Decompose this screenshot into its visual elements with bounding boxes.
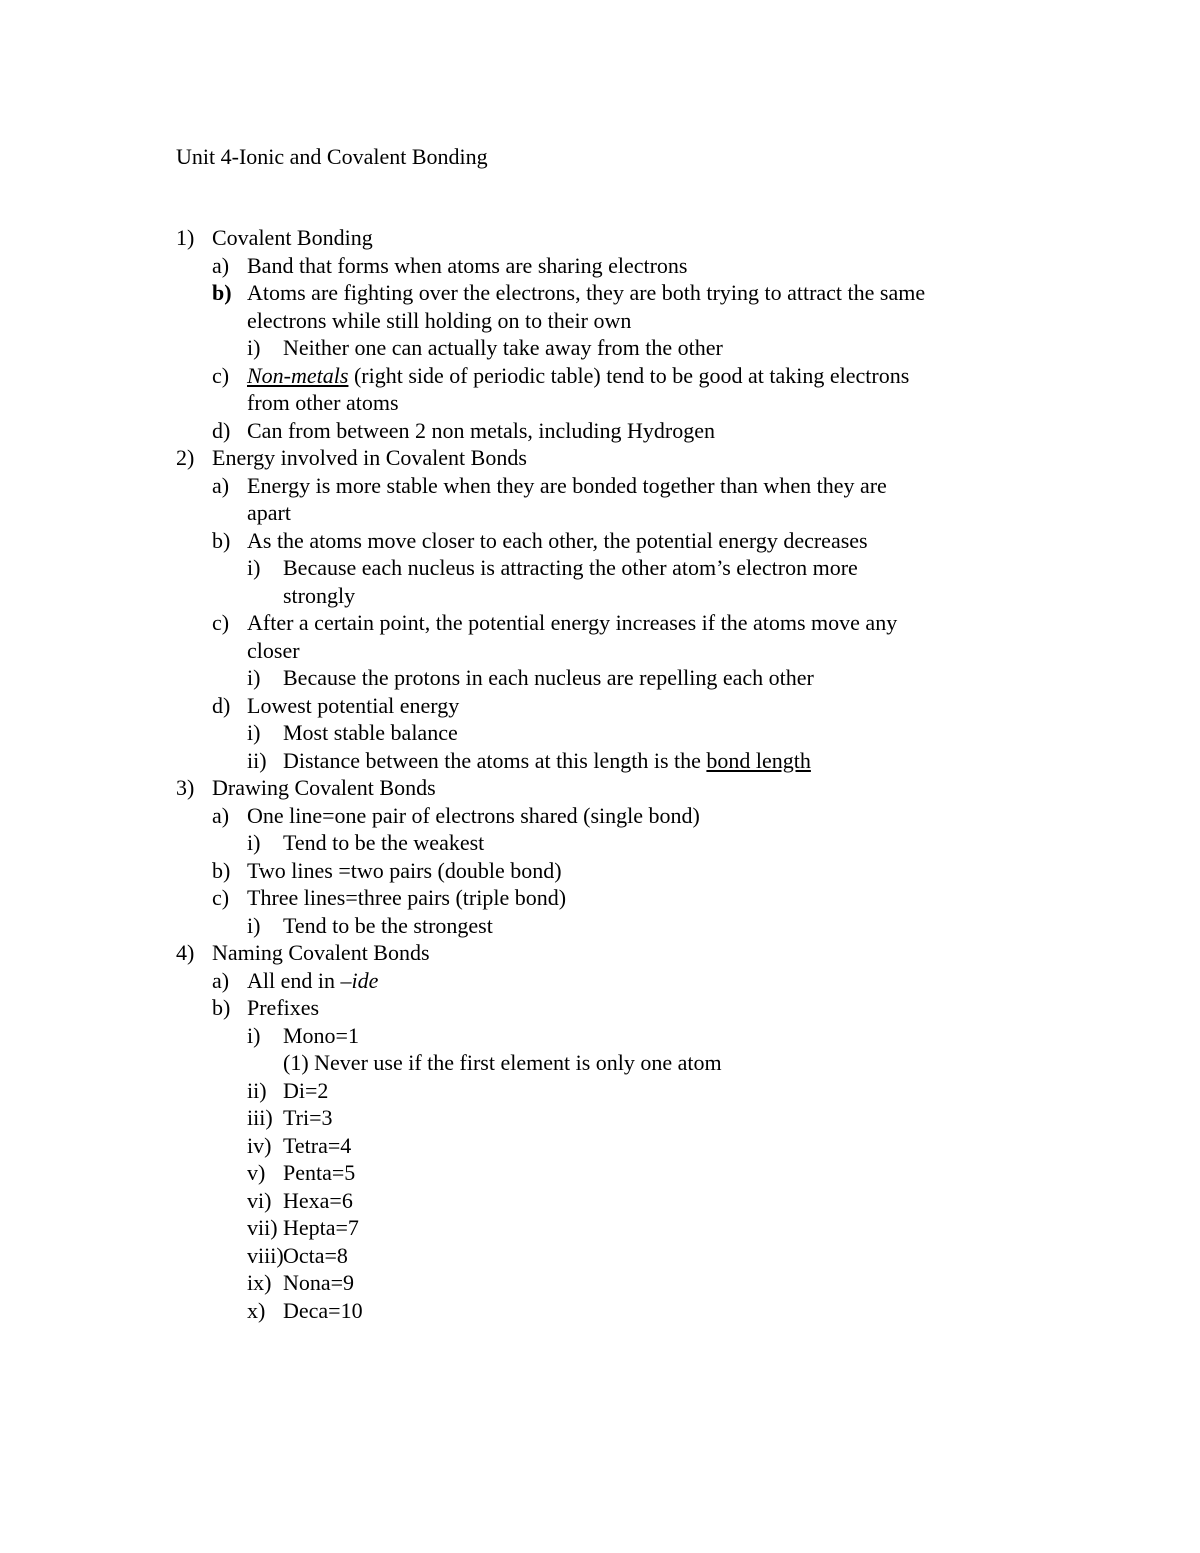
outline-line [0, 1242, 1200, 1270]
outline-line [0, 1159, 1200, 1187]
list-marker: b) [212, 857, 231, 883]
line-text: strongly [283, 582, 356, 608]
outline-line [0, 1104, 1200, 1132]
line-text: Covalent Bonding [212, 225, 373, 250]
list-marker: ix) [247, 1270, 272, 1295]
line-text: Because the protons in each nucleus are repelling each other [283, 665, 814, 690]
list-text [283, 912, 493, 940]
list-text [212, 444, 527, 472]
list-text [283, 582, 355, 610]
line-text: All end in [247, 967, 341, 993]
list-text [247, 279, 925, 307]
list-marker: i) [247, 720, 261, 745]
list-text [283, 664, 814, 692]
list-text [247, 884, 566, 912]
line-text: Di=2 [283, 1077, 329, 1103]
line-text: Tri=3 [283, 1105, 333, 1130]
outline-line [0, 389, 1200, 417]
list-text [283, 554, 858, 582]
line-text: Most stable balance [283, 720, 458, 745]
list-marker: a) [212, 967, 230, 993]
outline-line [0, 334, 1200, 362]
emphasized-term: Non-metals [247, 362, 349, 388]
outline-line [0, 912, 1200, 940]
outline-line [0, 967, 1200, 995]
line-text: from other atoms [247, 390, 399, 415]
line-text: Can from between 2 non metals, including Hydrogen [247, 417, 716, 443]
outline-line [0, 1022, 1200, 1050]
list-text [283, 1132, 351, 1160]
line-text: apart [247, 500, 291, 525]
list-text [247, 967, 378, 995]
line-text: Drawing Covalent Bonds [212, 775, 436, 800]
list-text [283, 1104, 333, 1132]
list-marker: b) [212, 527, 231, 553]
line-text: One line=one pair of electrons shared (single bond) [247, 802, 700, 828]
list-text [283, 1077, 328, 1105]
line-text: Octa=8 [283, 1242, 348, 1268]
line-text: Tetra=4 [283, 1132, 352, 1158]
outline-line [0, 527, 1200, 555]
list-marker: 2) [176, 445, 195, 470]
outline-line [0, 1214, 1200, 1242]
list-text [283, 1297, 363, 1325]
list-text [247, 472, 887, 500]
line-text: Deca=10 [283, 1297, 363, 1323]
list-marker: v) [247, 1160, 266, 1185]
list-text [247, 994, 319, 1022]
list-marker: d) [212, 417, 231, 443]
list-text [283, 719, 458, 747]
list-text [247, 609, 897, 637]
line-text: Prefixes [247, 995, 320, 1020]
list-marker: a) [212, 472, 230, 498]
list-marker: x) [247, 1297, 266, 1323]
list-text [247, 252, 687, 280]
page-title: Unit 4-Ionic and Covalent Bonding [176, 144, 488, 169]
line-text: Neither one can actually take away from the other [283, 335, 723, 360]
list-text [283, 1049, 722, 1077]
outline-line [0, 939, 1200, 967]
outline-line [0, 774, 1200, 802]
outline-line [0, 582, 1200, 610]
list-marker: ii) [247, 747, 267, 773]
outline-line [0, 1132, 1200, 1160]
outline-line [0, 417, 1200, 445]
list-text [283, 1242, 348, 1270]
list-marker: viii) [247, 1242, 284, 1268]
list-marker: vi) [247, 1187, 272, 1213]
list-text [247, 637, 300, 665]
list-marker: b) [212, 280, 232, 305]
list-text [283, 1187, 353, 1215]
outline-line [0, 1297, 1200, 1325]
line-text: closer [247, 637, 300, 663]
line-text: Lowest potential energy [247, 692, 460, 718]
outline-line [0, 747, 1200, 775]
outline-line [0, 1187, 1200, 1215]
list-text [283, 747, 811, 775]
line-text: Because each nucleus is attracting the other atom’s electron more [283, 555, 858, 580]
list-marker: i) [247, 1022, 261, 1048]
list-marker: ii) [247, 1077, 267, 1103]
list-marker: vii) [247, 1215, 278, 1240]
list-marker: i) [247, 830, 261, 855]
outline-line [0, 692, 1200, 720]
outline-list [0, 224, 1200, 1324]
outline-line [0, 444, 1200, 472]
line-text: Energy involved in Covalent Bonds [212, 445, 527, 470]
line-text: Distance between the atoms at this length is the [283, 747, 707, 773]
list-marker: c) [212, 610, 230, 635]
list-marker: i) [247, 912, 261, 938]
outline-line [0, 1269, 1200, 1297]
outline-line [0, 307, 1200, 335]
outline-line [0, 224, 1200, 252]
line-text: Nona=9 [283, 1270, 355, 1295]
list-marker: c) [212, 362, 230, 388]
list-marker: b) [212, 995, 231, 1020]
line-text: Tend to be the strongest [283, 912, 493, 938]
line-text: Band that forms when atoms are sharing electrons [247, 252, 688, 278]
line-text: Three lines=three pairs (triple bond) [247, 885, 567, 910]
list-text [247, 307, 631, 335]
list-marker: iv) [247, 1132, 272, 1158]
list-text [247, 417, 715, 445]
line-text: Mono=1 [283, 1022, 359, 1048]
list-text [283, 1269, 354, 1297]
outline-line [0, 362, 1200, 390]
list-marker: d) [212, 692, 231, 718]
line-text: As the atoms move closer to each other, the potential energy decreases [247, 527, 868, 553]
list-marker: c) [212, 885, 230, 910]
line-text: Atoms are fighting over the electrons, they are both trying to attract the same [247, 280, 926, 305]
outline-line [0, 719, 1200, 747]
italic-suffix: –ide [340, 967, 379, 993]
list-text [283, 1159, 355, 1187]
line-text: Hexa=6 [283, 1187, 353, 1213]
outline-line [0, 1049, 1200, 1077]
outline-line [0, 994, 1200, 1022]
list-marker: iii) [247, 1105, 273, 1130]
outline-line [0, 252, 1200, 280]
list-marker: i) [247, 665, 261, 690]
line-text: Naming Covalent Bonds [212, 940, 430, 965]
outline-line [0, 279, 1200, 307]
list-marker: a) [212, 802, 230, 828]
outline-line [0, 857, 1200, 885]
list-marker: 3) [176, 775, 195, 800]
list-text [247, 802, 700, 830]
list-marker: i) [247, 555, 261, 580]
list-text [283, 334, 723, 362]
outline-line [0, 829, 1200, 857]
list-text [247, 857, 562, 885]
list-text [247, 527, 868, 555]
outline-line [0, 499, 1200, 527]
underlined-term: bond length [706, 747, 811, 773]
outline-line [0, 884, 1200, 912]
outline-line [0, 664, 1200, 692]
list-marker: i) [247, 335, 261, 360]
list-marker: a) [212, 252, 230, 278]
line-text: Two lines =two pairs (double bond) [247, 857, 562, 883]
line-text: electrons while still holding on to their own [247, 307, 632, 333]
list-text [283, 1022, 359, 1050]
list-text [283, 829, 484, 857]
outline-line [0, 609, 1200, 637]
line-text: (1) Never use if the first element is only one atom [283, 1050, 722, 1075]
list-text [247, 499, 291, 527]
list-text [212, 774, 436, 802]
line-text: After a certain point, the potential energy increases if the atoms move any [247, 610, 898, 635]
list-text [212, 939, 430, 967]
outline-line [0, 472, 1200, 500]
list-marker: 4) [176, 940, 195, 965]
line-text: Penta=5 [283, 1160, 356, 1185]
line-text: Hepta=7 [283, 1215, 359, 1240]
list-text [247, 692, 459, 720]
list-text [247, 362, 909, 390]
line-text: Energy is more stable when they are bonded together than when they are [247, 472, 887, 498]
line-text: (right side of periodic table) tend to be good at taking electrons [348, 362, 910, 388]
outline-line [0, 1077, 1200, 1105]
line-text: Tend to be the weakest [283, 830, 485, 855]
list-text [283, 1214, 359, 1242]
outline-line [0, 637, 1200, 665]
outline-line [0, 554, 1200, 582]
list-marker: 1) [176, 225, 195, 250]
list-text [247, 389, 399, 417]
list-text [212, 224, 373, 252]
outline-line [0, 802, 1200, 830]
